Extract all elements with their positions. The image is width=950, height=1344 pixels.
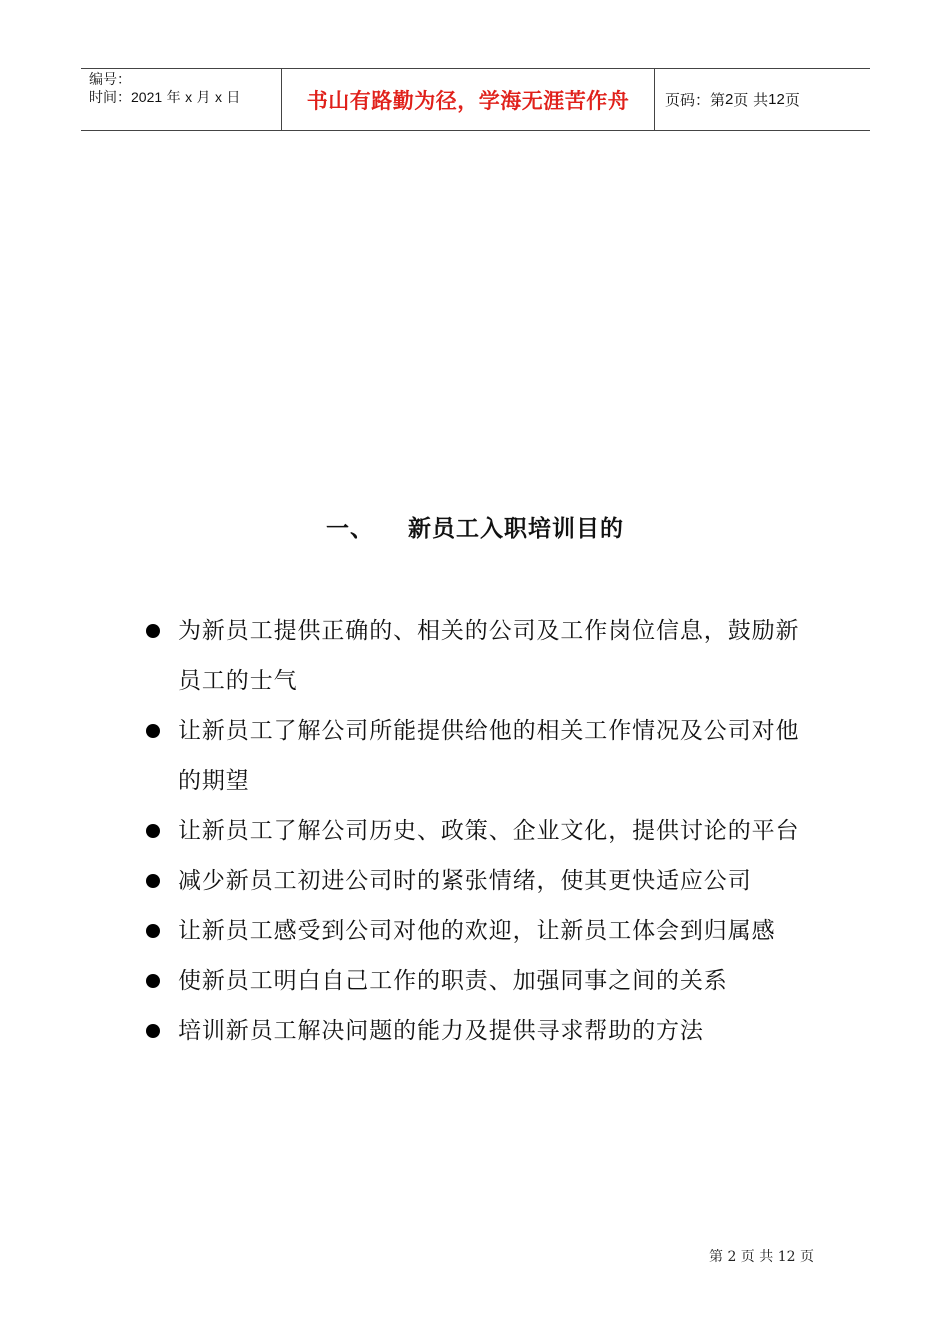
section-heading: [0, 510, 950, 543]
footer-page-text: 第 2 页 共 12 页: [709, 1249, 814, 1265]
list-item-text: 减少新员工初进公司时的紧张情绪，使其更快适应公司: [178, 868, 752, 894]
page-header: [81, 68, 870, 131]
list-item-text: 使新员工明白自己工作的职责、加强同事之间的关系: [178, 968, 728, 994]
bullet-icon: [146, 824, 160, 838]
time-month-unit: 月: [196, 90, 211, 106]
motto-text: 书山有路勤为径，学海无涯苦作舟: [306, 88, 630, 113]
list-item-text: 培训新员工解决问题的能力及提供寻求帮助的方法: [178, 1018, 704, 1044]
bullet-icon: [146, 974, 160, 988]
page-total: 12: [768, 91, 785, 108]
list-item: [143, 606, 823, 706]
page-end: 页: [784, 91, 800, 109]
page-footer: [709, 1246, 814, 1266]
header-motto-cell: [282, 69, 655, 130]
objective-list: [143, 606, 823, 1056]
header-page-cell: [655, 69, 870, 130]
time-day-unit: 日: [226, 90, 241, 106]
bullet-icon: [146, 1024, 160, 1038]
page-label: 页码：第: [665, 91, 726, 109]
list-item-text: 让新员工了解公司历史、政策、企业文化，提供讨论的平台: [178, 818, 800, 844]
list-item: [143, 856, 823, 906]
page-mid: 页 共: [733, 91, 769, 109]
section-title: 新员工入职培训目的: [408, 516, 624, 542]
bullet-icon: [146, 874, 160, 888]
time-year-unit: 年: [166, 90, 181, 106]
time-line: [89, 89, 281, 107]
page-current: 2: [725, 91, 734, 108]
bullet-icon: [146, 724, 160, 738]
list-item: [143, 806, 823, 856]
section-number: 一、: [326, 516, 374, 542]
time-year: 2021: [131, 89, 163, 105]
list-item-text: 让新员工了解公司所能提供给他的相关工作情况及公司对他的期望: [178, 718, 800, 794]
list-item-text: 为新员工提供正确的、相关的公司及工作岗位信息，鼓励新员工的士气: [178, 618, 800, 694]
list-item: [143, 1006, 823, 1056]
list-item-text: 让新员工感受到公司对他的欢迎，让新员工体会到归属感: [178, 918, 776, 944]
list-item: [143, 706, 823, 806]
time-month: x: [185, 89, 193, 105]
list-item: [143, 906, 823, 956]
list-item: [143, 956, 823, 1006]
time-day: x: [214, 89, 222, 105]
bullet-icon: [146, 624, 160, 638]
bullet-icon: [146, 924, 160, 938]
number-label: 编号：: [89, 72, 131, 88]
time-label: 时间：: [89, 90, 131, 106]
header-meta-cell: [81, 69, 282, 130]
